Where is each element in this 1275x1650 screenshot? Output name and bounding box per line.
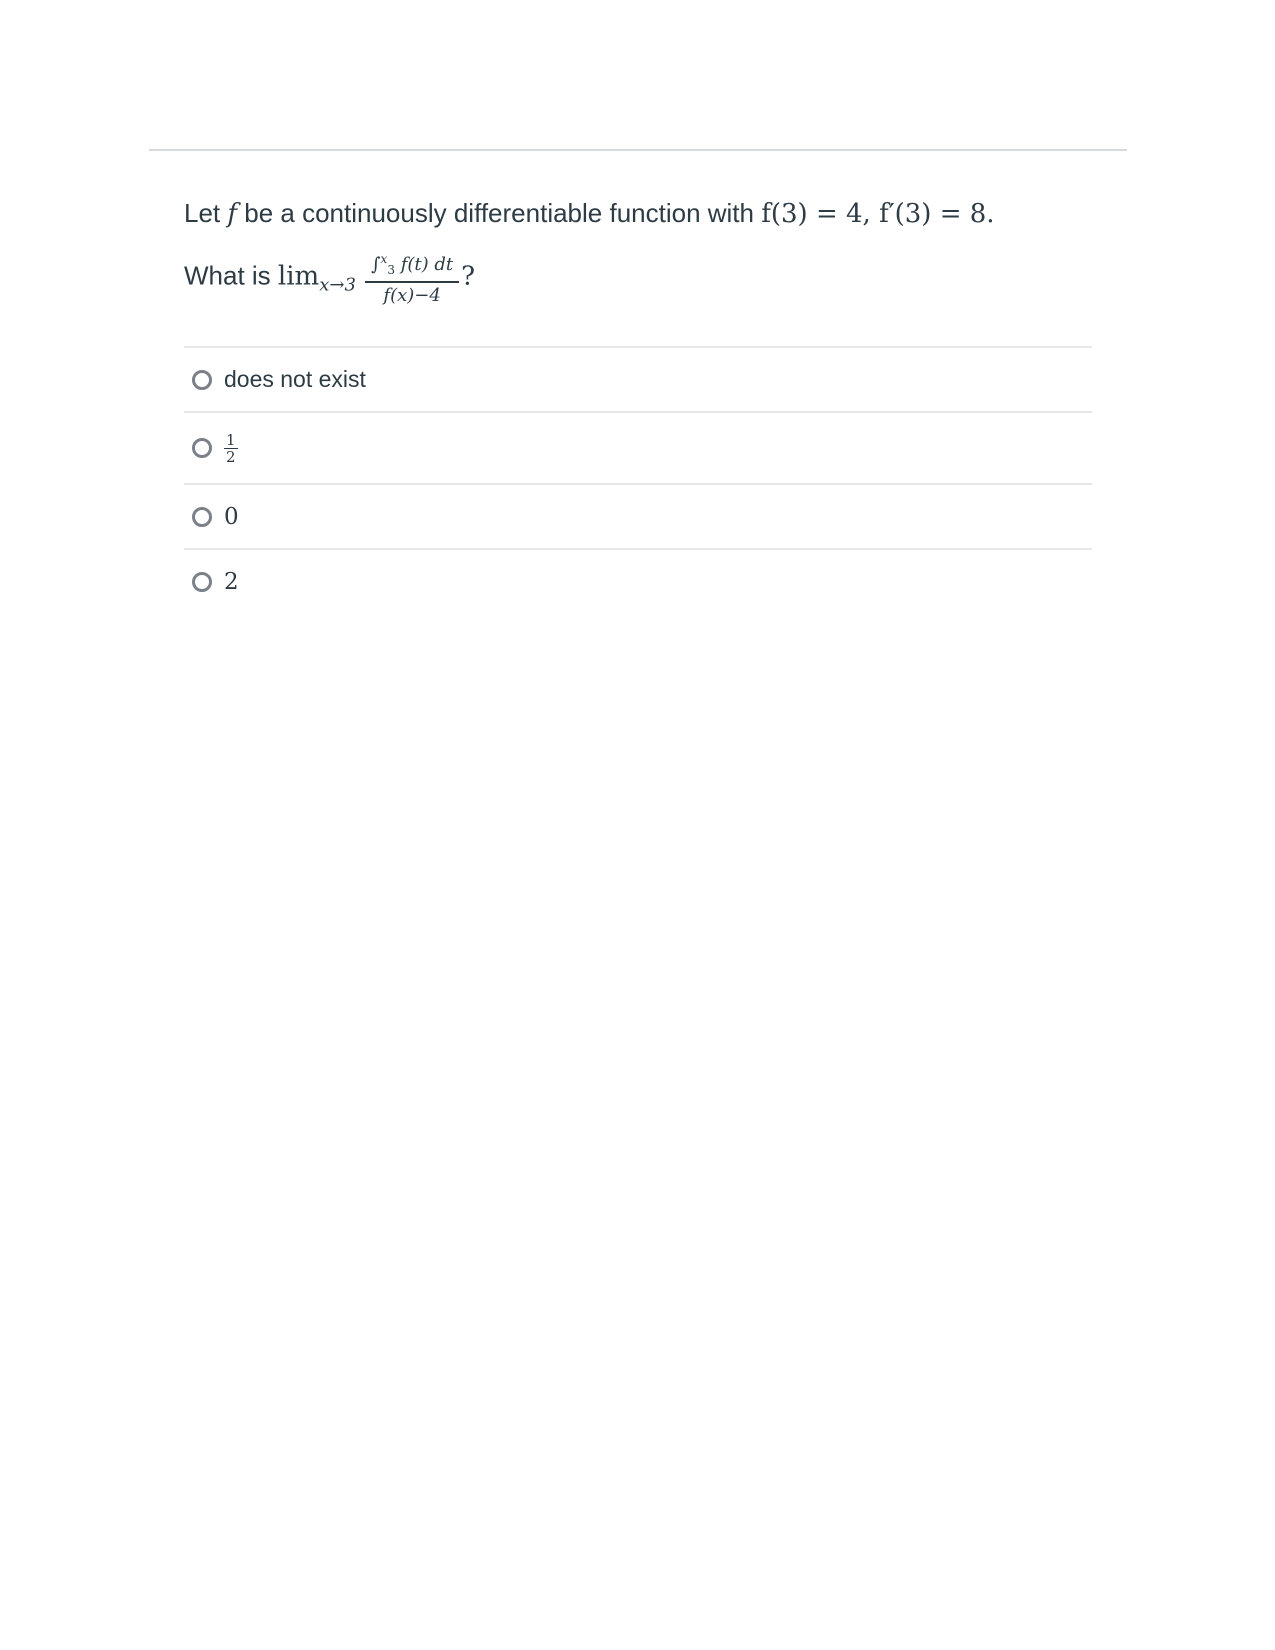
question-line-2	[184, 248, 475, 307]
fraction-denominator: f(x)−4	[365, 281, 459, 307]
integral-lower-bound: 3	[387, 263, 395, 277]
radio-button[interactable]	[192, 572, 212, 592]
integral-upper-bound: x	[380, 252, 388, 266]
integral-sign: ∫	[371, 254, 381, 275]
top-divider	[149, 149, 1127, 151]
question-ask: What is	[184, 260, 271, 291]
function-variable: f	[227, 199, 238, 229]
answer-label: does not exist	[224, 366, 366, 392]
limit-fraction	[365, 248, 459, 307]
question-description: be a continuously differentiable function with	[244, 198, 754, 228]
question-mark: ?	[461, 261, 476, 292]
radio-button[interactable]	[192, 370, 212, 390]
answer-fraction-denominator: 2	[226, 447, 236, 466]
answer-label: 0	[224, 503, 239, 530]
answer-label: 2	[224, 568, 239, 595]
function-conditions: f(3) = 4, f′(3) = 8.	[761, 199, 995, 229]
answer-option[interactable]	[184, 548, 1092, 613]
integrand: f(t) dt	[400, 254, 454, 275]
limit-operator: lim	[277, 261, 320, 292]
answer-list	[184, 346, 1092, 613]
question-prefix: Let	[184, 198, 221, 228]
limit-subscript: x→3	[319, 274, 356, 296]
answer-fraction	[224, 432, 238, 465]
answer-option[interactable]	[184, 483, 1092, 548]
question-line-1	[184, 198, 995, 229]
answer-fraction-numerator: 1	[226, 430, 236, 449]
fraction-numerator	[365, 248, 459, 281]
radio-button[interactable]	[192, 438, 212, 458]
answer-option[interactable]	[184, 411, 1092, 483]
radio-button[interactable]	[192, 507, 212, 527]
answer-option[interactable]	[184, 346, 1092, 411]
